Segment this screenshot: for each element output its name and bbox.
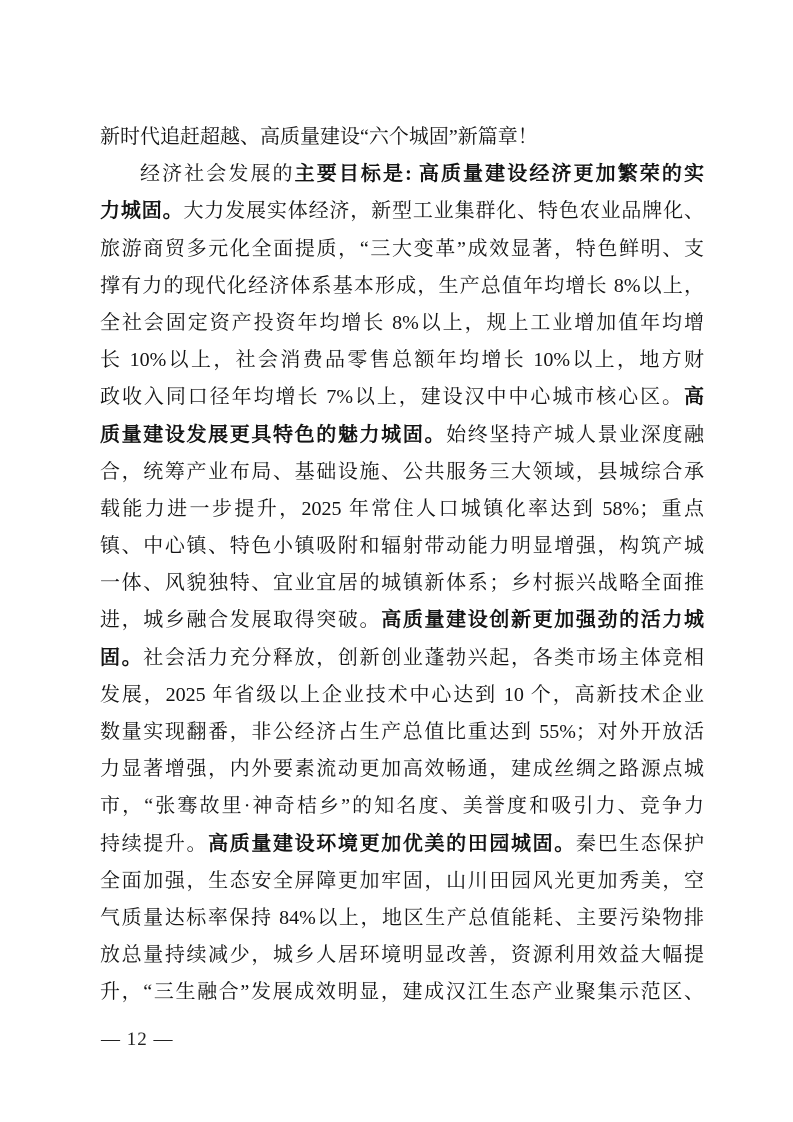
text-run: 气质量达标率保持 84%以上，地区生产总值能耗、主要污染物排	[100, 906, 704, 929]
text-run: 一体、风貌独特、宜业宜居的城镇新体系；乡村振兴战略全面推	[100, 572, 704, 595]
text-line	[100, 677, 704, 714]
text-run: 长 10%以上，社会消费品零售总额年均增长 10%以上，地方财	[100, 349, 704, 372]
text-line	[100, 454, 704, 491]
bold-text-run: 力城固。	[100, 200, 184, 223]
text-run: 市，“张骞故里·神奇桔乡”的知名度、美誉度和吸引力、竞争力	[100, 795, 704, 818]
text-run: 旅游商贸多元化全面提质，“三大变革”成效显著，特色鲜明、支	[100, 237, 704, 260]
text-line	[100, 305, 704, 342]
text-line	[100, 900, 704, 937]
text-line	[100, 417, 704, 454]
text-line	[100, 863, 704, 900]
bold-text-run: 主要目标是: 高质量建设经济更加繁荣的实	[294, 163, 704, 186]
text-line	[100, 937, 704, 974]
text-run: 政收入同口径年均增长 7%以上，建设汉中中心城市核心区。	[100, 386, 684, 409]
text-line	[100, 268, 704, 305]
bold-text-run: 高质量建设创新更加强劲的活力城	[381, 609, 705, 632]
text-line	[100, 156, 704, 193]
body-text	[100, 119, 704, 1012]
text-run: 合，统筹产业布局、基础设施、公共服务三大领域，县城综合承	[100, 460, 704, 483]
text-line	[100, 788, 704, 825]
text-run: 秦巴生态保护	[575, 832, 705, 855]
text-line	[100, 640, 704, 677]
text-line	[100, 231, 704, 268]
bold-text-run: 高质量建设环境更加优美的田园城固。	[208, 832, 576, 855]
text-line	[100, 565, 704, 602]
text-run: 持续提升。	[100, 832, 209, 855]
text-run: 新时代追赶超越、高质量建设“六个城固”新篇章！	[100, 126, 538, 148]
text-run: 数量实现翻番，非公经济占生产总值比重达到 55%；对外开放活	[100, 721, 704, 743]
text-run: 升，“三生融合”发展成效明显，建成汉江生态产业聚集示范区、	[100, 981, 704, 1004]
text-run: 镇、中心镇、特色小镇吸附和辐射带动能力明显增强，构筑产城	[100, 535, 704, 558]
text-line	[100, 193, 704, 230]
text-line	[100, 491, 704, 528]
text-line	[100, 602, 704, 639]
text-run: 全面加强，生态安全屏障更加牢固，山川田园风光更加秀美，空	[100, 869, 704, 892]
text-line	[100, 714, 704, 751]
text-line	[100, 379, 704, 416]
text-run: 始终坚持产城人景业深度融	[446, 423, 705, 446]
text-line	[100, 826, 704, 863]
text-run: 社会活力充分释放，创新创业蓬勃兴起，各类市场主体竞相	[143, 646, 705, 669]
text-run: 力显著增强，内外要素流动更加高效畅通，建成丝绸之路源点城	[100, 758, 704, 781]
bold-text-run: 质量建设发展更具特色的魅力城固。	[100, 423, 447, 446]
text-run: 放总量持续减少，城乡人居环境明显改善，资源利用效益大幅提	[100, 944, 704, 967]
text-line	[100, 974, 704, 1011]
bold-text-run: 高	[684, 386, 704, 409]
text-run: 经济社会发展的	[140, 163, 295, 186]
text-line	[100, 342, 704, 379]
text-run: 发展，2025 年省级以上企业技术中心达到 10 个，高新技术企业	[100, 683, 704, 706]
text-line	[100, 751, 704, 788]
text-run: 载能力进一步提升，2025 年常住人口城镇化率达到 58%；重点	[100, 497, 704, 520]
page-number: — 12 —	[101, 1029, 174, 1050]
text-run: 进，城乡融合发展取得突破。	[100, 609, 382, 632]
text-line	[100, 528, 704, 565]
bold-text-run: 固。	[100, 646, 144, 669]
text-run: 全社会固定资产投资年均增长 8%以上，规上工业增加值年均增	[100, 311, 704, 334]
text-run: 撑有力的现代化经济体系基本形成，生产总值年均增长 8%以上，	[100, 274, 704, 297]
text-run: 大力发展实体经济，新型工业集群化、特色农业品牌化、	[183, 200, 705, 223]
text-line	[100, 119, 704, 156]
